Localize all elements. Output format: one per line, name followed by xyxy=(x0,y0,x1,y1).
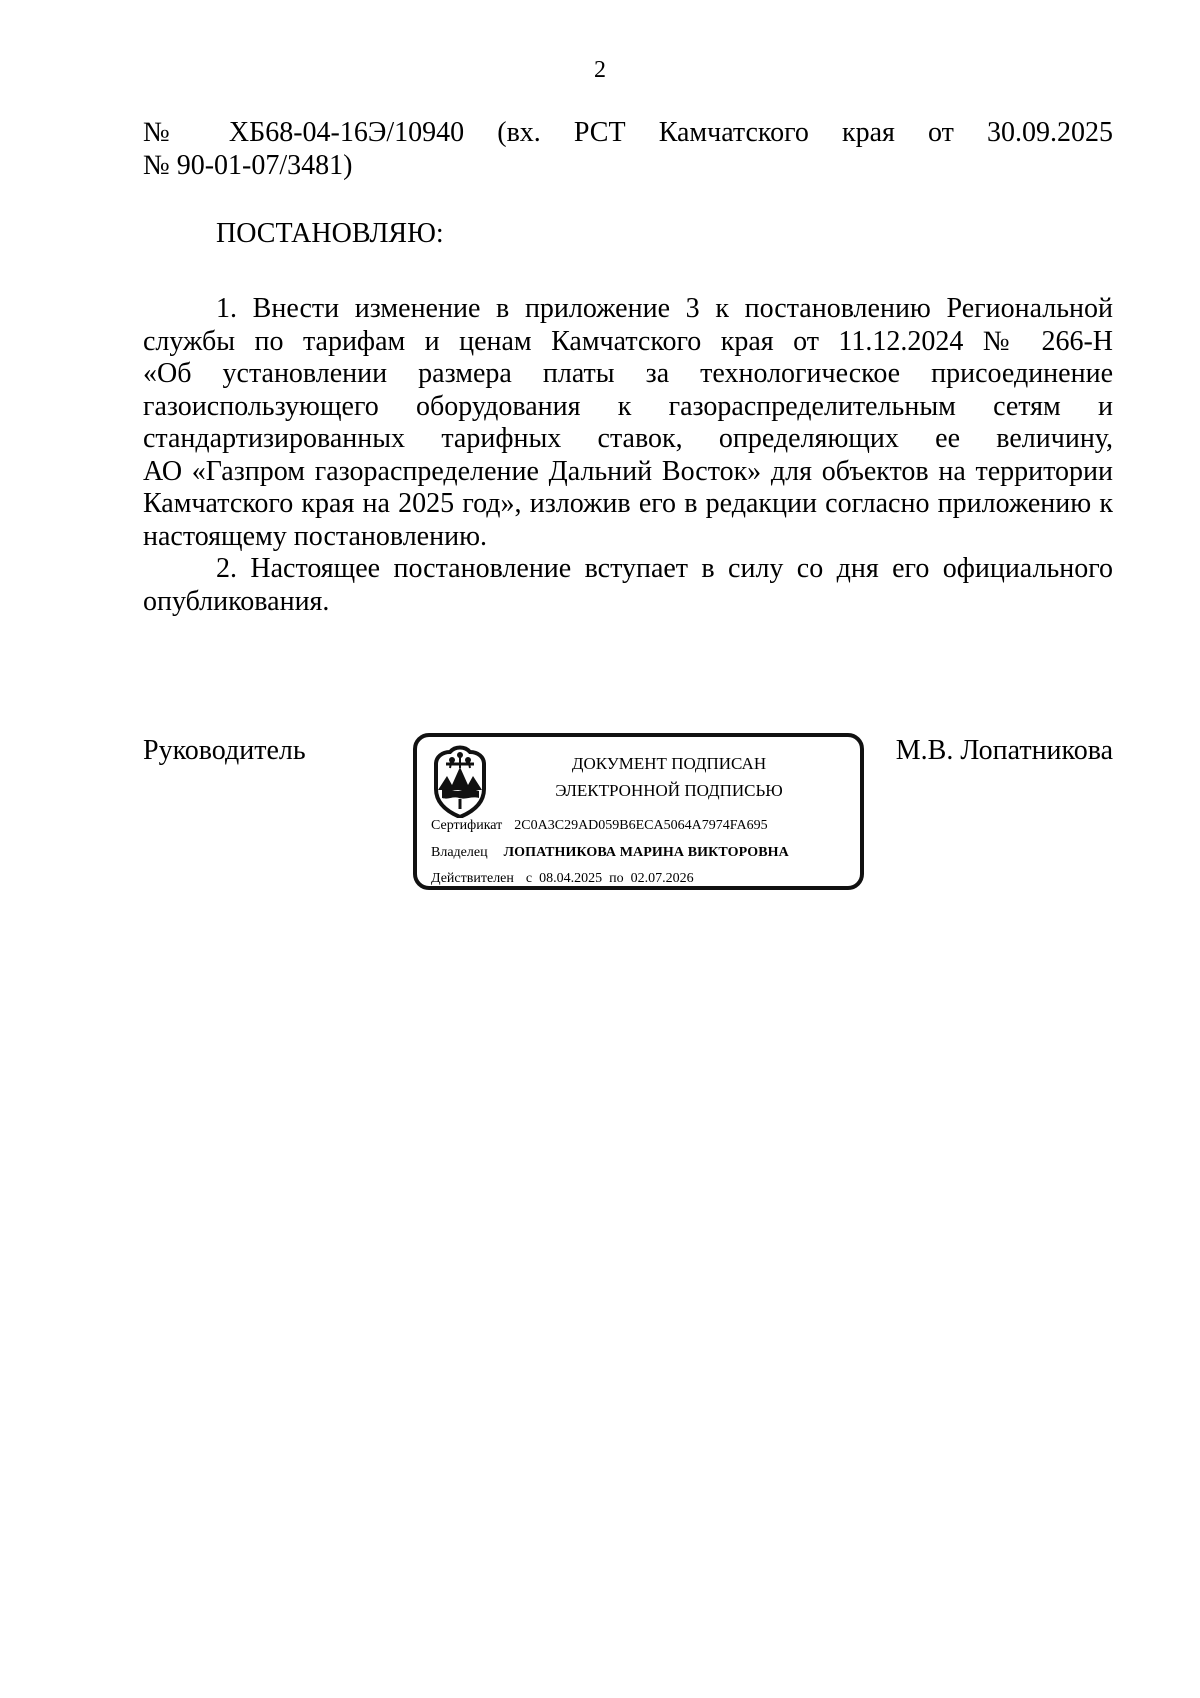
validity-label: Действителен xyxy=(431,871,514,886)
stamp-title-line-1: ДОКУМЕНТ ПОДПИСАН xyxy=(571,754,767,773)
owner-name: ЛОПАТНИКОВА МАРИНА ВИКТОРОВНА xyxy=(503,845,789,860)
electronic-signature-stamp xyxy=(413,733,864,890)
paragraph-1-line-4: газоиспользующего оборудования к газораспределительным сетям и xyxy=(143,390,1113,422)
valid-to-label: по xyxy=(609,871,624,886)
certificate-row xyxy=(431,817,768,835)
certificate-value: 2C0A3C29AD059B6ECA5064A7974FA695 xyxy=(514,818,768,833)
stamp-title-line-2: ЭЛЕКТРОННОЙ ПОДПИСЬЮ xyxy=(555,781,783,800)
valid-to-date: 02.07.2026 xyxy=(630,871,694,886)
signatory-position: Руководитель xyxy=(143,735,306,766)
paragraph-1-line-7: Камчатского края на 2025 год», изложив его в редакции согласно приложению к xyxy=(143,488,1113,519)
reference-block xyxy=(143,117,1113,182)
stamp-title xyxy=(499,750,839,804)
paragraph-1-line-6: АО «Газпром газораспределение Дальний Восток» для объектов на территории xyxy=(143,455,1113,487)
reference-line-2: № 90-01-07/3481) xyxy=(143,149,353,181)
page-number: 2 xyxy=(594,57,606,83)
owner-label: Владелец xyxy=(431,845,488,860)
owner-row xyxy=(431,844,789,862)
paragraph-1-line-8: настоящему постановлению. xyxy=(143,520,487,552)
signatory-name: М.В. Лопатникова xyxy=(895,735,1113,766)
certificate-label: Сертификат xyxy=(431,818,503,833)
signature-row xyxy=(143,735,1113,905)
valid-from-label: с xyxy=(525,871,533,886)
reference-line-1: № ХБ68-04-16Э/10940 (вх. РСТ Камчатского края от 30.09.2025 xyxy=(143,117,1113,148)
paragraph-1-line-5: стандартизированных тарифных ставок, определяющих ее величину, xyxy=(143,423,1113,454)
valid-from-date: 08.04.2025 xyxy=(539,871,603,886)
decree-heading: ПОСТАНОВЛЯЮ: xyxy=(216,218,444,249)
paragraph-1-line-3: «Об установлении размера платы за технологическое присоединение xyxy=(143,358,1113,389)
kamchatka-coat-of-arms-icon xyxy=(432,742,488,818)
paragraph-2-line-2: опубликования. xyxy=(143,585,330,617)
paragraph-2-line-1: 2. Настоящее постановление вступает в силу со дня его официального xyxy=(216,553,1113,584)
resolution-paragraphs xyxy=(143,293,1113,618)
paragraph-1-line-2: службы по тарифам и ценам Камчатского края от 11.12.2024 № 266-Н xyxy=(143,325,1113,357)
validity-row xyxy=(431,870,694,888)
paragraph-1-line-1: 1. Внести изменение в приложение 3 к постановлению Региональной xyxy=(216,293,1113,324)
